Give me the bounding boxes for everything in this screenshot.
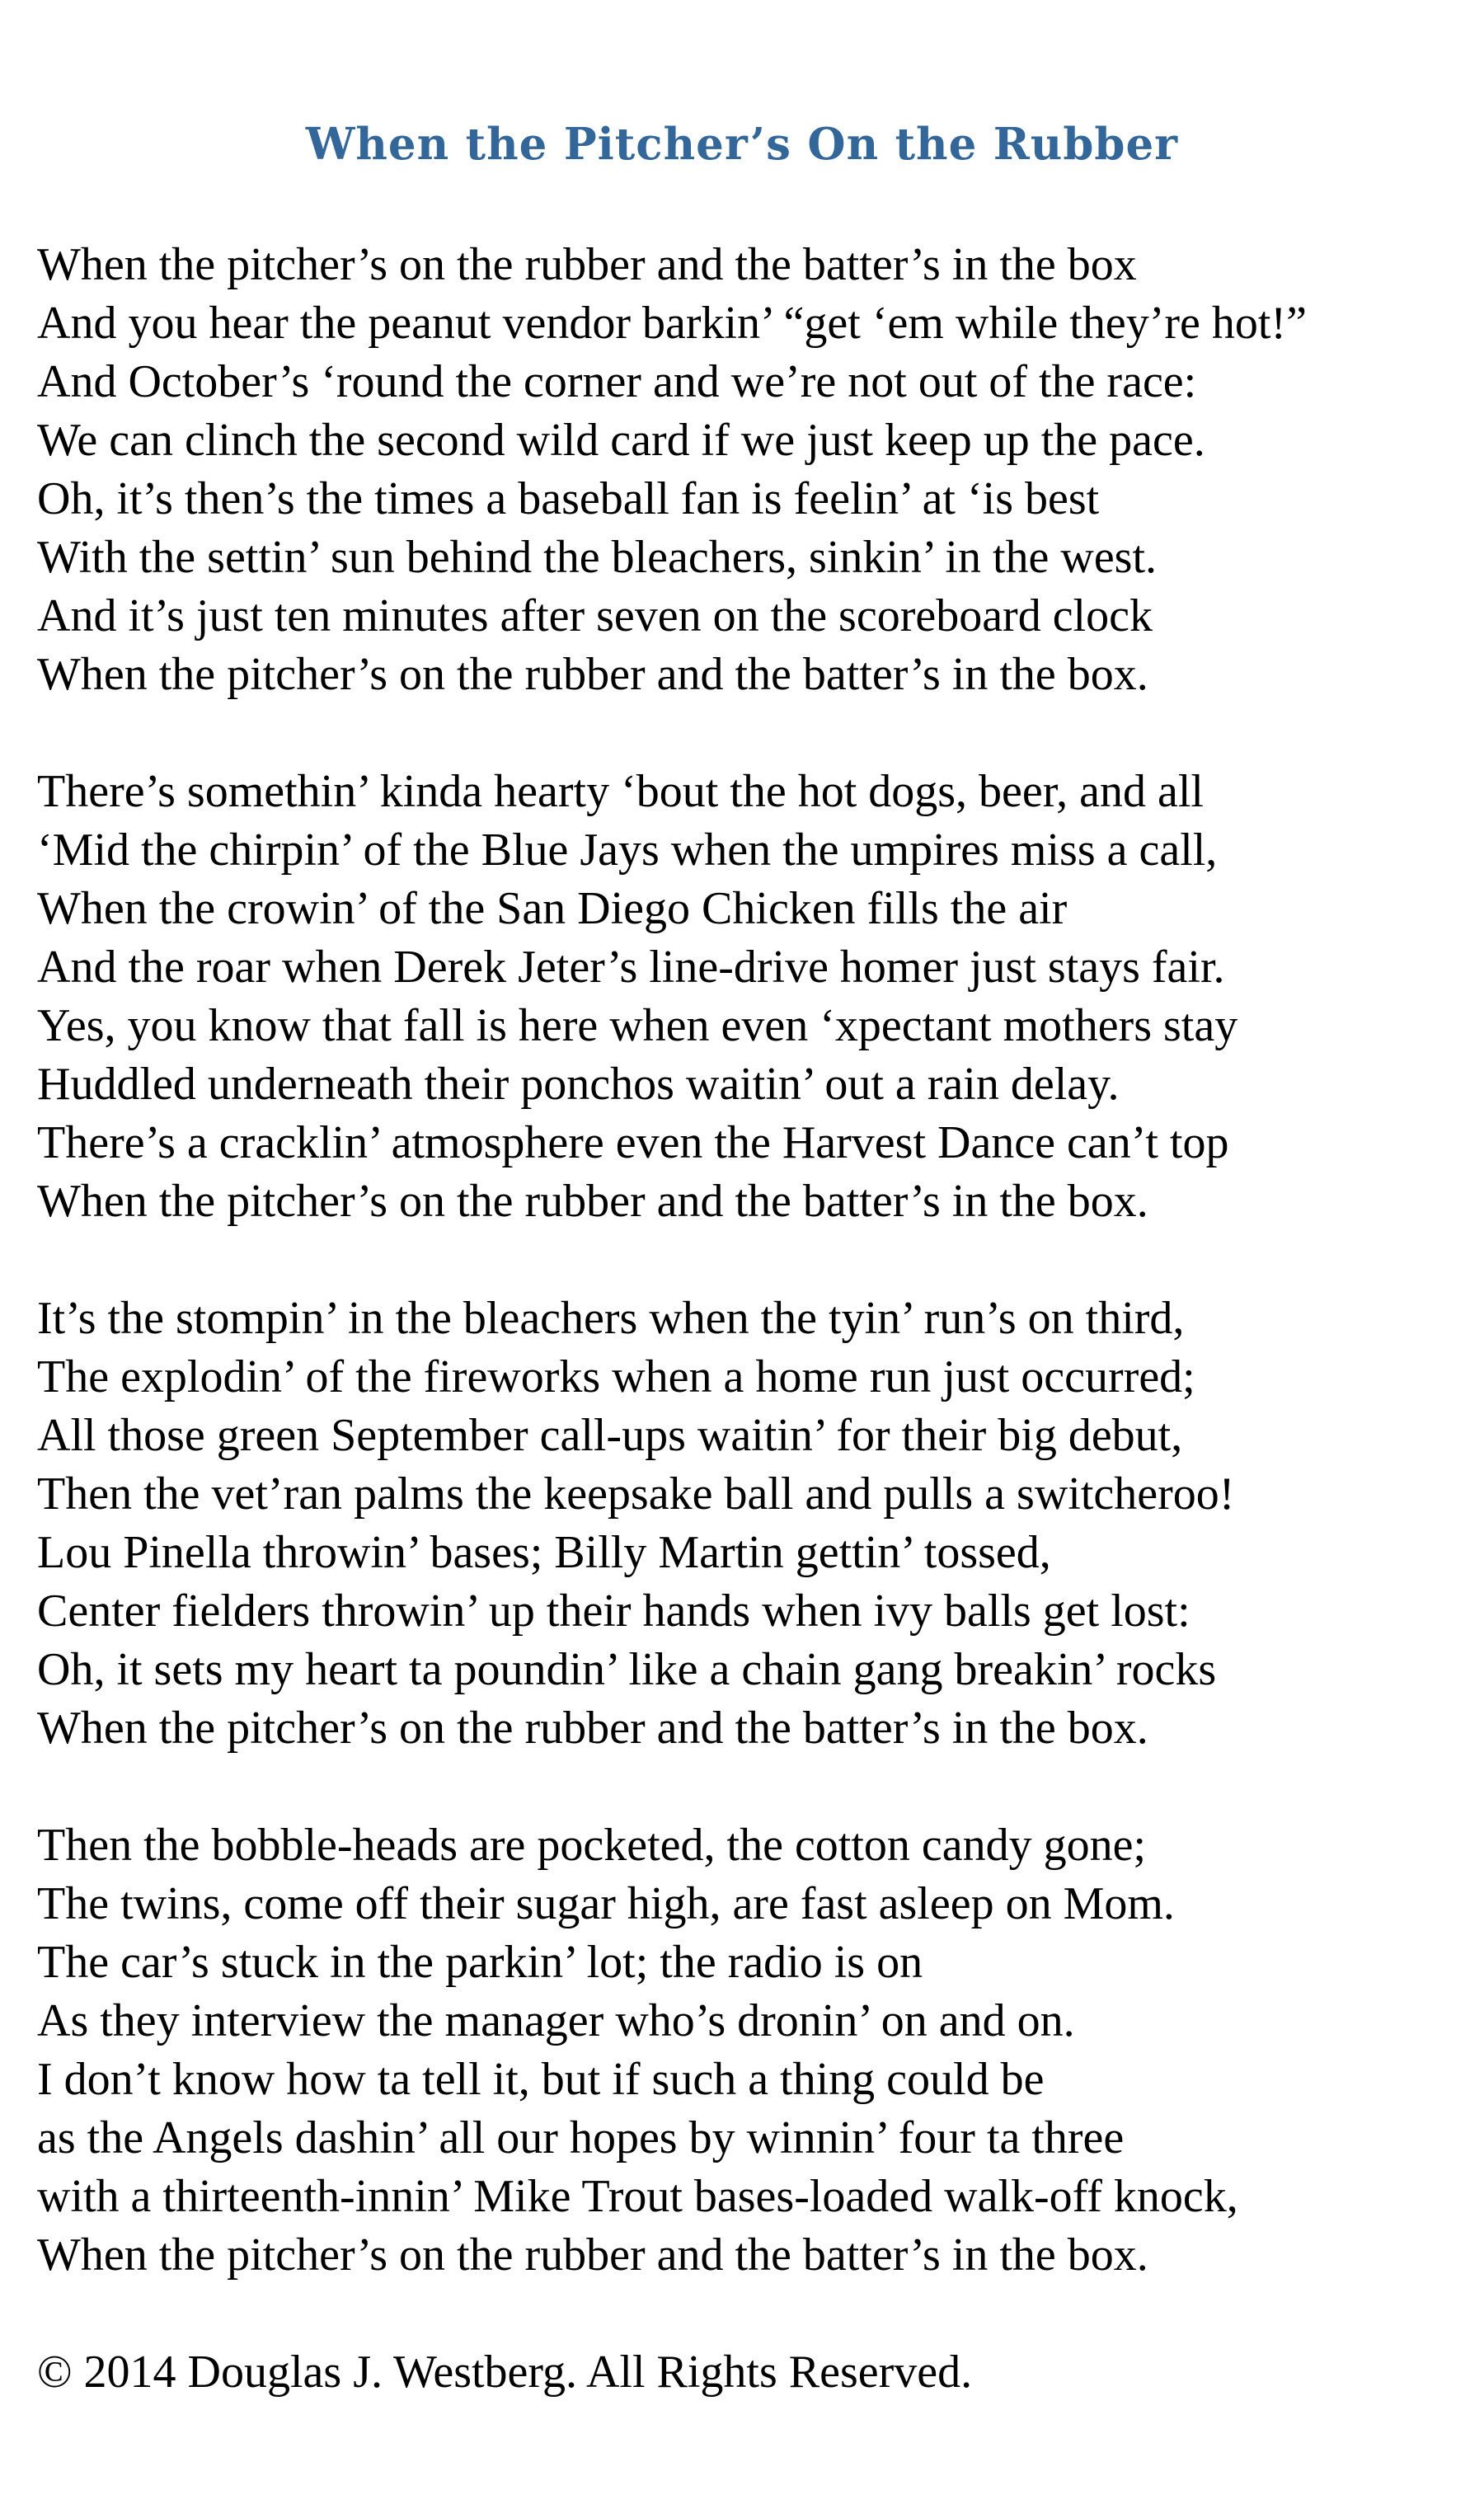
poem-line: When the pitcher’s on the rubber and the batter’s in the box bbox=[37, 239, 1137, 290]
poem-line: And you hear the peanut vendor barkin’ “get ‘em while they’re hot!” bbox=[37, 298, 1307, 349]
poem-line: There’s somethin’ kinda hearty ‘bout the hot dogs, beer, and all bbox=[37, 766, 1204, 817]
poem-line: ‘Mid the chirpin’ of the Blue Jays when the umpires miss a call, bbox=[37, 824, 1218, 876]
stanza-2 bbox=[37, 763, 1468, 1231]
poem-line: Yes, you know that fall is here when even ‘xpectant mothers stay bbox=[37, 1000, 1238, 1051]
poem-line: Lou Pinella throwin’ bases; Billy Martin gettin’ tossed, bbox=[37, 1527, 1051, 1578]
poem-line: The explodin’ of the fireworks when a home run just occurred; bbox=[37, 1351, 1195, 1402]
poem-line: There’s a cracklin’ atmosphere even the Harvest Dance can’t top bbox=[37, 1117, 1229, 1168]
poem-line: When the pitcher’s on the rubber and the batter’s in the box. bbox=[37, 649, 1148, 700]
poem-line: And it’s just ten minutes after seven on the scoreboard clock bbox=[37, 590, 1153, 641]
poem-line: Oh, it sets my heart ta poundin’ like a chain gang breakin’ rocks bbox=[37, 1644, 1217, 1695]
poem-line: All those green September call-ups waitin’ for their big debut, bbox=[37, 1410, 1183, 1461]
poem-line: with a thirteenth-innin’ Mike Trout bases-loaded walk-off knock, bbox=[37, 2171, 1238, 2222]
poem-line: When the crowin’ of the San Diego Chicken fills the air bbox=[37, 883, 1068, 934]
stanza-1 bbox=[37, 236, 1468, 704]
poem-line: When the pitcher’s on the rubber and the batter’s in the box. bbox=[37, 1176, 1148, 1227]
stanza-4 bbox=[37, 1816, 1468, 2285]
poem-line: as the Angels dashin’ all our hopes by winnin’ four ta three bbox=[37, 2112, 1125, 2163]
poem-line: When the pitcher’s on the rubber and the batter’s in the box. bbox=[37, 2229, 1148, 2281]
poem-line: Then the vet’ran palms the keepsake ball and pulls a switcheroo! bbox=[37, 1468, 1235, 1520]
poem-title: When the Pitcher’s On the Rubber bbox=[305, 119, 1179, 170]
poem-line: The car’s stuck in the parkin’ lot; the radio is on bbox=[37, 1937, 923, 1988]
poem-line: The twins, come off their sugar high, are fast asleep on Mom. bbox=[37, 1878, 1175, 1929]
poem-line: We can clinch the second wild card if we just keep up the pace. bbox=[37, 415, 1205, 466]
poem-line: Huddled underneath their ponchos waitin’ out a rain delay. bbox=[37, 1059, 1120, 1110]
poem-line: Center fielders throwin’ up their hands when ivy balls get lost: bbox=[37, 1586, 1190, 1637]
poem-line: Oh, it’s then’s the times a baseball fan is feelin’ at ‘is best bbox=[37, 473, 1100, 524]
poem-line: And the roar when Derek Jeter’s line-drive homer just stays fair. bbox=[37, 942, 1225, 993]
poem-line: And October’s ‘round the corner and we’re not out of the race: bbox=[37, 356, 1197, 407]
poem-line: I don’t know how ta tell it, but if such a thing could be bbox=[37, 2054, 1045, 2105]
poem-line: It’s the stompin’ in the bleachers when the tyin’ run’s on third, bbox=[37, 1293, 1185, 1344]
stanza-3 bbox=[37, 1290, 1468, 1758]
poem-line: With the settin’ sun behind the bleachers, sinkin’ in the west. bbox=[37, 532, 1158, 583]
copyright-line: © 2014 Douglas J. Westberg. All Rights Reserved. bbox=[37, 2347, 973, 2398]
poem-line: As they interview the manager who’s dronin’ on and on. bbox=[37, 1995, 1075, 2046]
poem-line: When the pitcher’s on the rubber and the batter’s in the box. bbox=[37, 1703, 1148, 1754]
poem-line: Then the bobble-heads are pocketed, the cotton candy gone; bbox=[37, 1820, 1147, 1871]
